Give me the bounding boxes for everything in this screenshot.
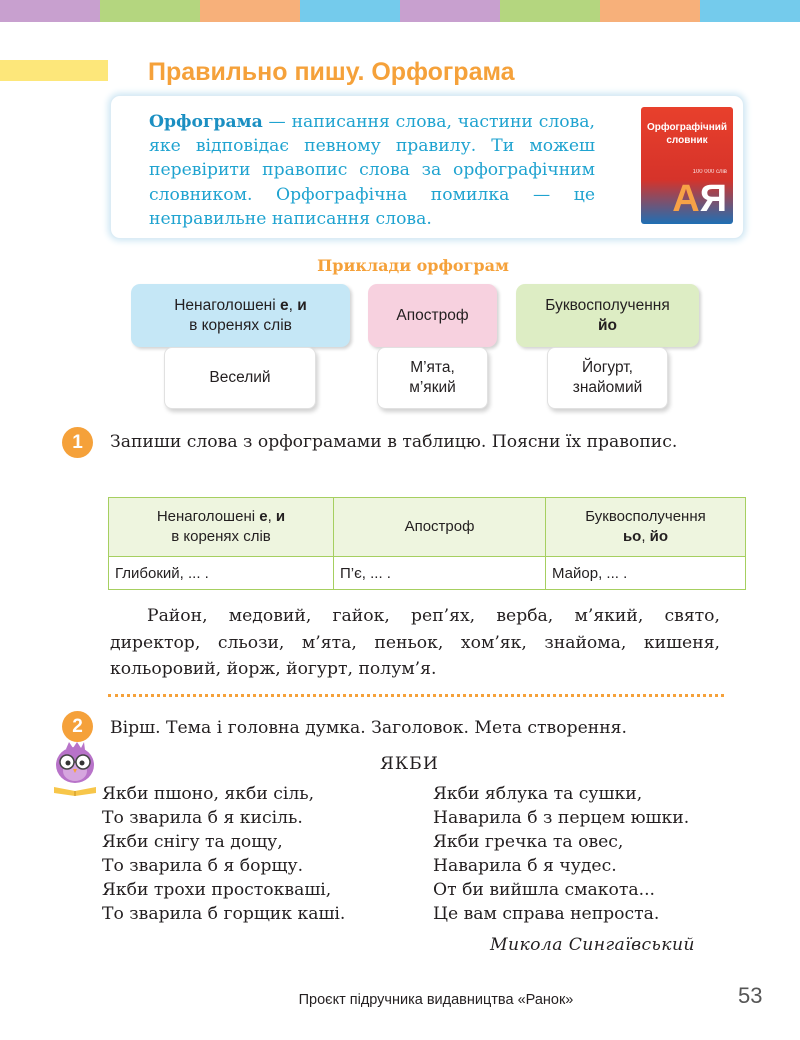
stripe xyxy=(400,0,500,22)
category-card-unstressed-vowels: Ненаголошені е, и в коренях слів xyxy=(131,284,350,347)
page-number: 53 xyxy=(738,983,763,1008)
dictionary-title-line2: словник xyxy=(666,135,708,146)
poem-title: ЯКБИ xyxy=(380,754,439,774)
table-row xyxy=(109,557,746,590)
poem-line: Якби гречка та овес, xyxy=(433,832,624,852)
stripe xyxy=(500,0,600,22)
poem-line: Це вам справа непроста. xyxy=(433,904,660,924)
table-cell: Майор, ... . xyxy=(546,557,746,590)
dictionary-title-line1: Орфографічний xyxy=(646,122,728,133)
table-header-row xyxy=(109,498,746,557)
word-list: Район, медовий, гайок, реп’ях, верба, м’який, свято, директор, сльози, м’ята, пеньок, хом’як, знайома, кишеня, кольоровий, йорж, йогурт, полум’я. xyxy=(110,606,720,680)
rule-text xyxy=(149,110,595,231)
task1-instruction: Запиши слова з орфограмами в таблицю. Поясни їх правопис. xyxy=(110,432,678,452)
poem-line: То зварила б я борщу. xyxy=(102,856,304,876)
table-header-combination: Буквосполучення ьо, йо xyxy=(546,498,746,557)
poem-left-column xyxy=(102,782,345,926)
category-card-yo-combination: Буквосполучення йо xyxy=(516,284,699,347)
table-cell: Глибокий, ... . xyxy=(109,557,334,590)
poem-line: От би вийшла смакота... xyxy=(433,880,656,900)
example-card-yogurt: Йогурт, знайомий xyxy=(547,347,668,409)
examples-heading: Приклади орфограм xyxy=(317,256,509,275)
table-header-apostrophe: Апостроф xyxy=(334,498,546,557)
poem-line: Якби трохи простокваші, xyxy=(102,880,332,900)
stripe xyxy=(300,0,400,22)
dictionary-cover-image xyxy=(641,107,733,224)
task2-instruction: Вірш. Тема і головна думка. Заголовок. Мета створення. xyxy=(110,718,627,738)
dotted-divider xyxy=(108,694,724,697)
publisher-footer: Проєкт підручника видавництва «Ранок» xyxy=(298,992,574,1008)
category-card-apostrophe: Апостроф xyxy=(368,284,497,347)
stripe xyxy=(0,0,100,22)
task-number-2: 2 xyxy=(62,711,93,742)
orthogram-table xyxy=(108,497,746,590)
stripe xyxy=(200,0,300,22)
rule-dictionary-note: Ти можеш перевірити правопис слова за орфографічним словником. Орфографічна помилка — це неправильне написання слова. xyxy=(149,136,595,229)
table-cell: П’є, ... . xyxy=(334,557,546,590)
table-header-unstressed: Ненаголошені е, и в коренях слів xyxy=(109,498,334,557)
example-card-veselyi: Веселий xyxy=(164,347,316,409)
rule-definition: — написання слова, частини слова, яке відповідає певному правилу. xyxy=(149,112,595,157)
rule-term: Орфограма xyxy=(149,112,263,132)
dictionary-letter-a: А xyxy=(672,178,700,220)
owl-reader-icon xyxy=(52,741,98,797)
task-number-1: 1 xyxy=(62,427,93,458)
poem-line: Якби яблука та сушки, xyxy=(433,784,643,804)
example-card-apostrophe: М’ята, м’який xyxy=(377,347,488,409)
poem-line: Наварила б я чудес. xyxy=(433,856,617,876)
section-marker xyxy=(0,60,108,81)
poem-line: Якби пшоно, якби сіль, xyxy=(102,784,315,804)
rule-box xyxy=(110,95,744,239)
poem-author: Микола Сингаївський xyxy=(490,935,695,955)
dictionary-letter-ya: Я xyxy=(699,178,727,220)
top-color-stripes xyxy=(0,0,800,22)
stripe xyxy=(700,0,800,22)
poem-line: То зварила б горщик каші. xyxy=(102,904,346,924)
stripe xyxy=(100,0,200,22)
poem-right-column xyxy=(433,782,689,926)
poem-line: Якби снігу та дощу, xyxy=(102,832,283,852)
dictionary-word-count: 100 000 слів xyxy=(692,169,727,175)
poem-line: Наварила б з перцем юшки. xyxy=(433,808,690,828)
poem-line: То зварила б я кисіль. xyxy=(102,808,303,828)
stripe xyxy=(600,0,700,22)
lesson-title: Правильно пишу. Орфограма xyxy=(148,58,515,86)
